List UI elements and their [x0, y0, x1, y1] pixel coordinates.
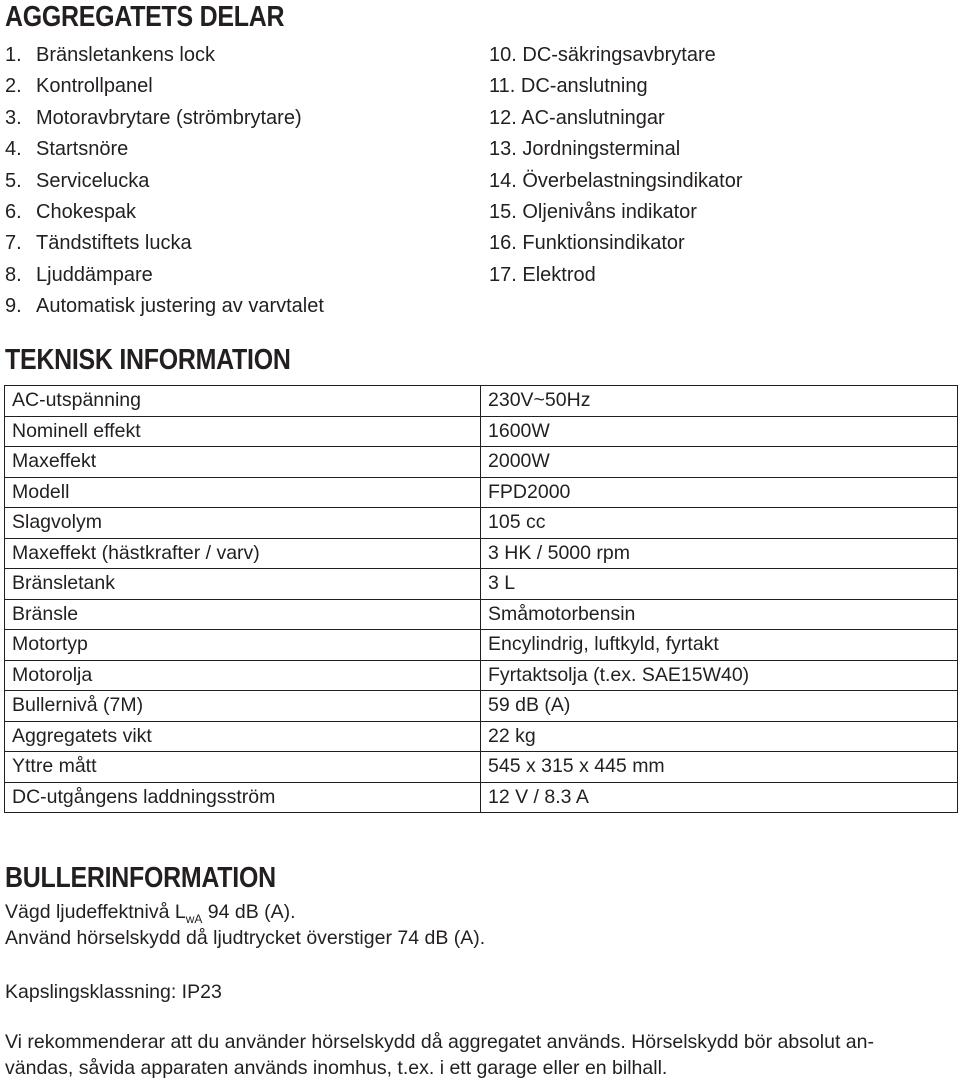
list-item [489, 166, 743, 197]
spec-value: 22 kg [481, 721, 958, 752]
spec-value: Småmotorbensin [481, 599, 958, 630]
noise-power-level [5, 899, 296, 925]
list-item [5, 260, 324, 291]
list-item-number: 5. [5, 169, 22, 192]
technical-heading: TEKNISK INFORMATION [5, 344, 291, 376]
spec-label: Yttre mått [5, 752, 481, 783]
list-item [489, 103, 743, 134]
list-item-label: Bränsletankens lock [36, 44, 215, 66]
list-item-label: Jordningsterminal [522, 138, 681, 161]
list-item [5, 134, 324, 165]
list-item [5, 291, 324, 322]
spec-value: 12 V / 8.3 A [481, 782, 958, 813]
list-item-label: Överbelastningsindikator [522, 169, 743, 192]
spec-value: 59 dB (A) [481, 691, 958, 722]
table-row [5, 538, 958, 569]
list-item [5, 197, 324, 228]
spec-label: Slagvolym [5, 508, 481, 539]
spec-label: Nominell effekt [5, 416, 481, 447]
technical-table [4, 385, 958, 813]
list-item-number: 10. [489, 44, 517, 66]
list-item-number: 3. [5, 106, 22, 129]
spec-value: Fyrtaktsolja (t.ex. SAE15W40) [481, 660, 958, 691]
table-row [5, 477, 958, 508]
list-item [489, 260, 743, 291]
list-item-number: 16. [489, 232, 517, 255]
spec-value: 545 x 315 x 445 mm [481, 752, 958, 783]
spec-label: Bränsle [5, 599, 481, 630]
list-item-label: Motoravbrytare (strömbrytare) [36, 106, 302, 129]
list-item-label: Servicelucka [36, 169, 150, 192]
spec-value: 1600W [481, 416, 958, 447]
spec-value: 3 L [481, 569, 958, 600]
table-row [5, 721, 958, 752]
list-item-number: 11. [489, 75, 516, 98]
noise-heading: BULLERINFORMATION [5, 862, 276, 894]
recommendation-line-1: Vi rekommenderar att du använder hörselskydd då aggregatet används. Hörselskydd bör absolut an- [5, 1031, 874, 1053]
spec-value: 2000W [481, 447, 958, 478]
list-item-label: Funktionsindikator [522, 232, 685, 255]
noise-power-prefix: Vägd ljudeffektnivå L [5, 901, 186, 923]
noise-power-subscript: wA [185, 912, 203, 926]
spec-label: Bränsletank [5, 569, 481, 600]
list-item [5, 40, 324, 71]
list-item-number: 6. [5, 200, 22, 223]
list-item-label: Startsnöre [36, 138, 129, 161]
list-item-label: Tändstiftets lucka [36, 232, 192, 255]
spec-label: DC-utgångens laddningsström [5, 782, 481, 813]
list-item-number: 14. [489, 169, 517, 192]
list-item [5, 71, 324, 102]
spec-label: Aggregatets vikt [5, 721, 481, 752]
spec-value: FPD2000 [481, 477, 958, 508]
noise-power-suffix: 94 dB (A). [202, 901, 296, 923]
parts-heading: AGGREGATETS DELAR [5, 1, 285, 33]
spec-value: Encylindrig, luftkyld, fyrtakt [481, 630, 958, 661]
list-item-label: Automatisk justering av varvtalet [36, 295, 324, 318]
list-item [5, 103, 324, 134]
list-item-label: AC-anslutningar [521, 106, 665, 129]
list-item-number: 8. [5, 263, 22, 286]
list-item [489, 134, 743, 165]
list-item [489, 197, 743, 228]
spec-value: 3 HK / 5000 rpm [481, 538, 958, 569]
hearing-protection-threshold: Använd hörselskydd då ljudtrycket överstiger 74 dB (A). [5, 927, 486, 949]
spec-label: Modell [5, 477, 481, 508]
table-row [5, 630, 958, 661]
list-item-number: 15. [489, 200, 517, 223]
list-item [489, 228, 743, 259]
table-row [5, 569, 958, 600]
list-item-number: 12. [489, 106, 517, 129]
table-row [5, 447, 958, 478]
list-item-number: 13. [489, 138, 517, 161]
list-item-label: DC-anslutning [520, 75, 648, 98]
list-item [5, 228, 324, 259]
recommendation-line-2: vändas, såvida apparaten används inomhus, t.ex. i ett garage eller en bilhall. [5, 1057, 668, 1079]
list-item [489, 40, 743, 71]
spec-value: 230V~50Hz [481, 386, 958, 417]
spec-label: Motorolja [5, 660, 481, 691]
spec-label: Bullernivå (7M) [5, 691, 481, 722]
spec-label: AC-utspänning [5, 386, 481, 417]
table-row [5, 386, 958, 417]
table-row [5, 752, 958, 783]
spec-label: Motortyp [5, 630, 481, 661]
list-item-label: Ljuddämpare [36, 263, 153, 286]
table-row [5, 660, 958, 691]
parts-list-right [489, 40, 743, 291]
table-row [5, 599, 958, 630]
spec-label: Maxeffekt (hästkrafter / varv) [5, 538, 481, 569]
table-row [5, 416, 958, 447]
list-item-number: 17. [489, 263, 517, 286]
list-item-label: Kontrollpanel [36, 75, 153, 98]
list-item-label: Elektrod [522, 263, 596, 286]
spec-label: Maxeffekt [5, 447, 481, 478]
list-item-number: 9. [5, 295, 22, 318]
table-row [5, 691, 958, 722]
list-item-number: 7. [5, 232, 22, 255]
list-item-number: 2. [5, 75, 22, 98]
protection-class: Kapslingsklassning: IP23 [5, 981, 222, 1003]
list-item-label: Chokespak [36, 200, 137, 223]
table-row [5, 782, 958, 813]
list-item [489, 71, 743, 102]
list-item-label: Oljenivåns indikator [522, 200, 697, 223]
list-item-number: 4. [5, 138, 22, 161]
table-row [5, 508, 958, 539]
list-item-label: DC-säkringsavbrytare [522, 44, 716, 66]
spec-value: 105 cc [481, 508, 958, 539]
list-item-number: 1. [5, 44, 22, 66]
parts-list-left [5, 40, 324, 323]
list-item [5, 166, 324, 197]
